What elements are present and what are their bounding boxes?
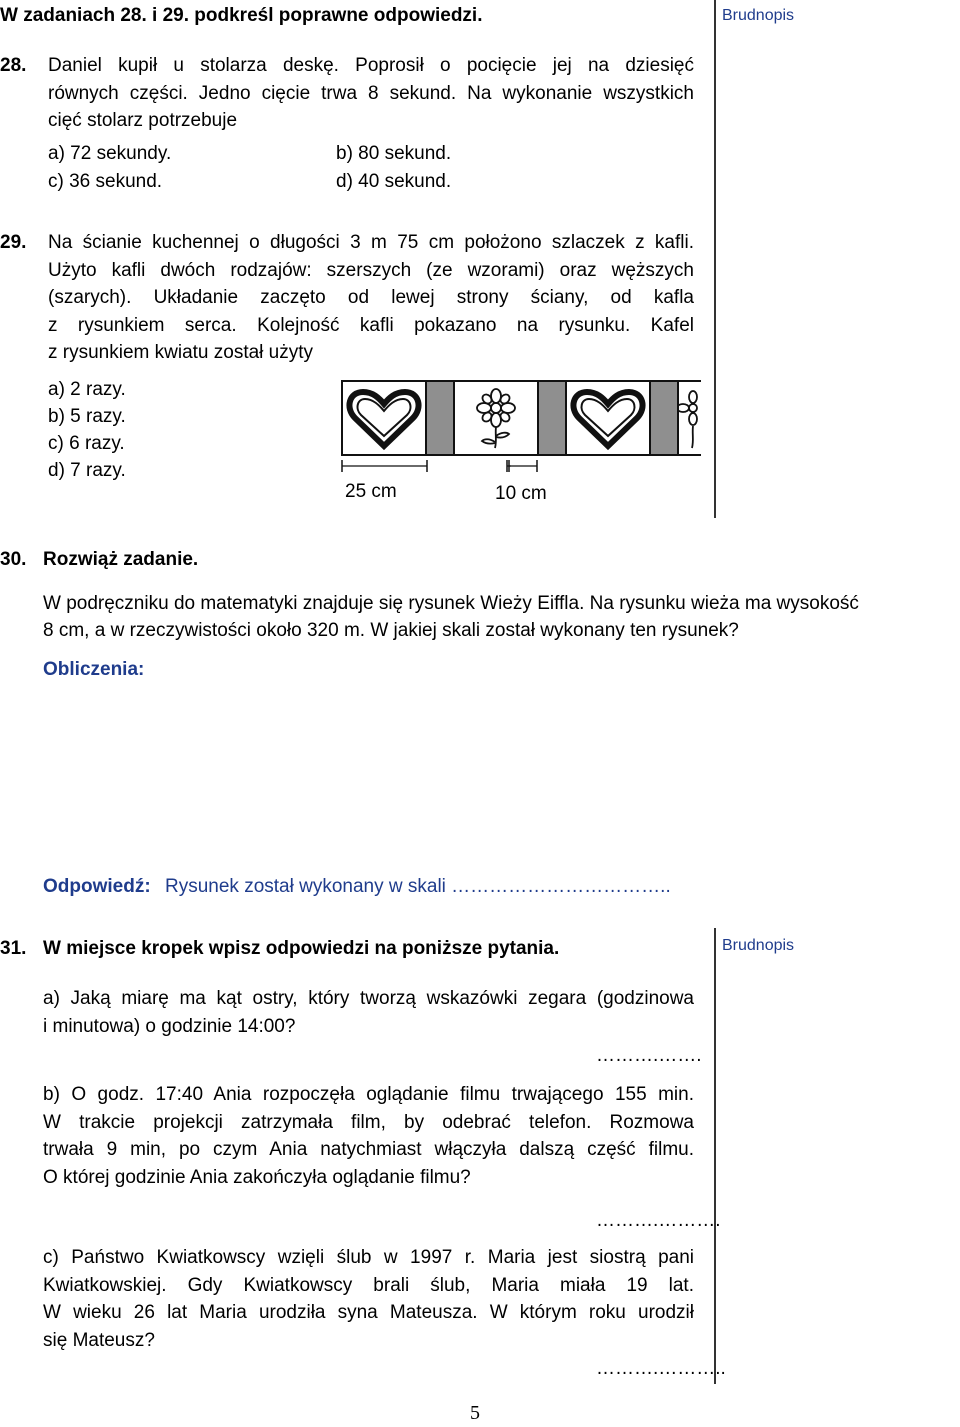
q31-c-text: c) Państwo Kwiatkowscy wzięli ślub w 1997 r. Maria jest siostrą pani Kwiatkowskiej. Gdy Kwiatkowscy brali ślub, Maria miała 19 lat. W wieku 26 lat Maria urodziła syna Mateusza. W którym roku urodził się Mateusz? bbox=[43, 1247, 694, 1351]
q30-number: 30. bbox=[0, 549, 27, 570]
flower-tile-partial bbox=[677, 380, 701, 456]
q31-title: W miejsce kropek wpisz odpowiedzi na poniższe pytania. bbox=[43, 938, 560, 959]
q28-number: 28. bbox=[0, 55, 27, 76]
q31-a-answer-blank[interactable]: ……….……. bbox=[596, 1045, 702, 1066]
q29-option-a[interactable]: a) 2 razy. bbox=[48, 379, 126, 400]
scratch-divider-bottom bbox=[714, 928, 716, 1384]
q28-option-b[interactable]: b) 80 sekund. bbox=[336, 143, 452, 164]
heart-tile bbox=[341, 380, 427, 456]
answer-label: Odpowiedź: bbox=[43, 876, 151, 897]
q28-option-c[interactable]: c) 36 sekund. bbox=[48, 171, 163, 192]
wide-tile-dimension-label: 25 cm bbox=[345, 481, 397, 502]
heart-icon bbox=[567, 382, 649, 454]
q30-text-line2: 8 cm, a w rzeczywistości około 320 m. W jakiej skali został wykonany ten rysunek? bbox=[43, 620, 739, 641]
flower-tile bbox=[453, 380, 539, 456]
flower-icon bbox=[679, 382, 703, 454]
gray-tile bbox=[425, 380, 455, 456]
q29-option-d[interactable]: d) 7 razy. bbox=[48, 460, 126, 481]
q28-option-a[interactable]: a) 72 sekundy. bbox=[48, 143, 172, 164]
q31-b-answer-blank[interactable]: ……….………. bbox=[596, 1210, 721, 1231]
q31-b-text: b) O godz. 17:40 Ania rozpoczęła oglądanie filmu trwającego 155 min. W trakcie projekcji zatrzymała film, by odebrać telefon. Rozmowa trwała 9 min, po czym Ania natychmiast włączyła dalszą część filmu. O której godzinie Ania zakończyła oglądanie filmu? bbox=[43, 1084, 694, 1188]
gray-tile bbox=[537, 380, 567, 456]
narrow-tile-dimension-label: 10 cm bbox=[495, 483, 547, 504]
heart-icon bbox=[343, 382, 425, 454]
q31-a-text: a) Jaką miarę ma kąt ostry, który tworzą wskazówki zegara (godzinowa i minutowa) o godzinie 14:00? bbox=[43, 988, 694, 1037]
calculations-label: Obliczenia: bbox=[43, 659, 145, 680]
answer-line[interactable]: Rysunek został wykonany w skali …………………………….. bbox=[165, 876, 671, 897]
q30-title: Rozwiąż zadanie. bbox=[43, 549, 199, 570]
q29-option-c[interactable]: c) 6 razy. bbox=[48, 433, 125, 454]
scratch-divider-top bbox=[714, 0, 716, 518]
flower-icon bbox=[455, 382, 537, 454]
gray-tile bbox=[649, 380, 679, 456]
scratch-label-bottom: Brudnopis bbox=[722, 937, 795, 954]
q29-number: 29. bbox=[0, 232, 27, 253]
q30-text-line1: W podręczniku do matematyki znajduje się rysunek Wieży Eiffla. Na rysunku wieża ma wysokość bbox=[43, 593, 859, 614]
q29-option-b[interactable]: b) 5 razy. bbox=[48, 406, 126, 427]
narrow-dimension-marker bbox=[507, 458, 541, 474]
scratch-label-top: Brudnopis bbox=[722, 7, 795, 24]
q28-text: Daniel kupił u stolarza deskę. Poprosił o pocięcie jej na dziesięć równych części. Jedno cięcie trwa 8 sekund. Na wykonanie wszystkich cięć stolarz potrzebuje bbox=[48, 55, 694, 131]
dimension-markers bbox=[341, 458, 511, 474]
heart-tile bbox=[565, 380, 651, 456]
q31-number: 31. bbox=[0, 938, 27, 959]
instruction-heading: W zadaniach 28. i 29. podkreśl poprawne odpowiedzi. bbox=[0, 5, 483, 26]
q31-c-answer-blank[interactable]: ……….……….. bbox=[596, 1358, 726, 1379]
q28-option-d[interactable]: d) 40 sekund. bbox=[336, 171, 452, 192]
calculations-area[interactable] bbox=[43, 690, 713, 860]
q29-text: Na ścianie kuchennej o długości 3 m 75 cm położono szlaczek z kafli. Użyto kafli dwóch rodzajów: szerszych (ze wzorami) oraz węższych (szarych). Układanie zaczęto od lewej strony ściany, od kafla z rysunkiem serca. Kolejność kafli pokazano na rysunku. Kafel z rysunkiem kwiatu został użyty bbox=[48, 232, 694, 363]
page-number: 5 bbox=[470, 1402, 480, 1424]
